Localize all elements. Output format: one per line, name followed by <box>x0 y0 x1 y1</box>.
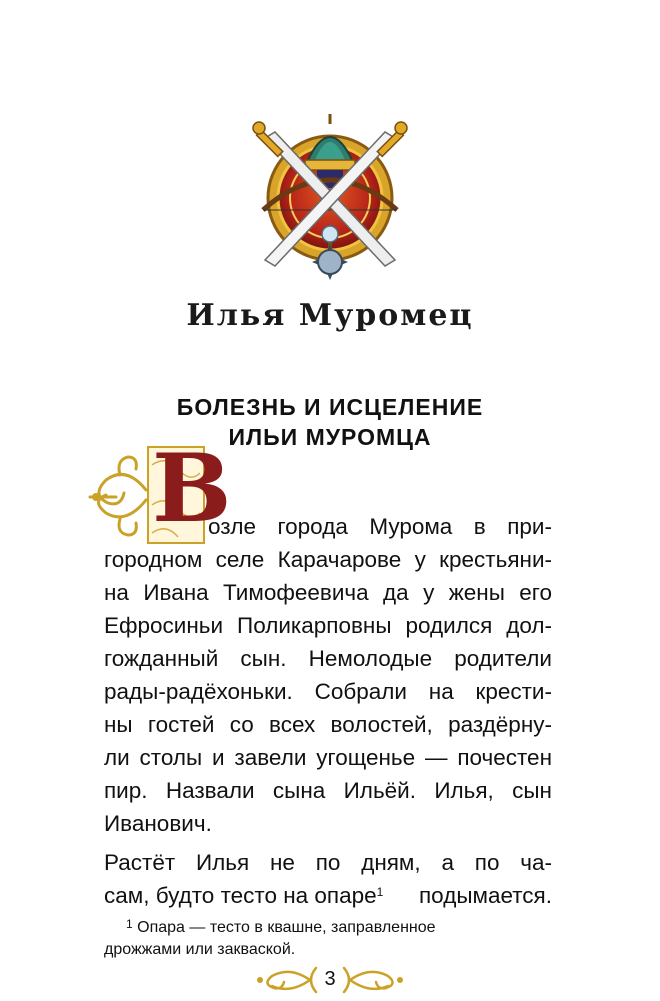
drop-cap-letter: В <box>152 434 232 544</box>
page-number-block <box>250 960 410 1000</box>
emblem-shield-swords-icon <box>245 110 415 280</box>
footnote-text: Опара — тесто в квашне, заправленное <box>137 919 436 936</box>
text-line: пир. Назвали сына Ильёй. Илья, сын <box>104 778 552 803</box>
page-number: 3 <box>324 968 336 990</box>
footnote-line2: дрожжами или закваской. <box>104 941 296 958</box>
text-line: рады-радёхоньки. Собрали на крести- <box>104 679 552 704</box>
chapter-title-line1: БОЛЕЗНЬ И ИСЦЕЛЕНИЕ <box>176 394 484 420</box>
text-line: ны гостей со всех волостей, раздёрну- <box>104 712 552 737</box>
text-line-with-footnote <box>104 881 552 911</box>
text-fragment: сам, будто тесто на опаре <box>104 883 377 908</box>
chapter-title <box>0 392 660 452</box>
drop-cap-block <box>86 434 232 545</box>
text-line: озле города Мурома в при- <box>208 514 552 539</box>
text-line: городном селе Карачарове у крестьяни- <box>104 547 552 572</box>
footnote-marker: 1 <box>126 917 133 931</box>
footnote-line1 <box>126 918 436 938</box>
text-line: гожданный сын. Немолодые родители <box>104 646 552 671</box>
book-title: Илья Муромец <box>186 298 474 333</box>
text-line: Иванович. <box>104 811 212 836</box>
text-line: Растёт Илья не по дням, а по ча- <box>104 850 552 875</box>
text-line: на Ивана Тимофеевича да у жены его <box>104 580 552 605</box>
text-line: ли столы и завели угощенье — почестен <box>104 745 552 770</box>
text-fragment: подымается. <box>419 883 552 908</box>
footnote-reference[interactable]: 1 <box>376 885 384 899</box>
text-line: Ефросиньи Поликарповны родился дол- <box>104 613 552 638</box>
chapter-title-line2: ИЛЬИ МУРОМЦА <box>228 424 432 450</box>
